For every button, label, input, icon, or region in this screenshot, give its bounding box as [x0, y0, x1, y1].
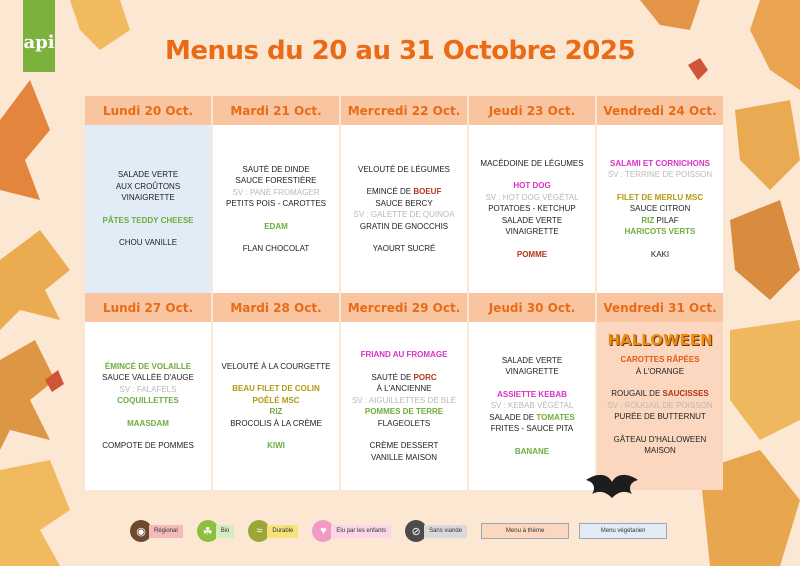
menu-item: VELOUTÉ DE LÉGUMES: [357, 164, 451, 174]
menu-item: SAUTÉ DE DINDE: [242, 164, 310, 174]
api-logo: api: [23, 0, 55, 72]
menu-item: EDAM: [264, 221, 288, 231]
day-menu: [213, 322, 339, 490]
day-menu: [213, 125, 339, 293]
legend-item: [405, 520, 467, 542]
menu-item: MACÉDOINE DE LÉGUMES: [480, 158, 584, 168]
bat-icon: [584, 470, 640, 500]
menu-item: HOT DOG: [513, 181, 551, 191]
menu-item-part: SAUTÉ DE: [371, 372, 414, 382]
day-header: Mardi 28 Oct.: [213, 293, 339, 322]
halloween-banner: HALLOWEEN: [607, 331, 713, 349]
menu-item: POMMES DE TERRE: [364, 407, 444, 416]
menu-item: COMPOTE DE POMMES: [102, 441, 194, 450]
menu-item: SV : ROUGAIL DE POISSON: [607, 400, 713, 410]
legend-box: Menu végétarien: [579, 523, 667, 539]
menu-item-part: ROUGAIL DE: [611, 389, 663, 398]
menu-item: VINAIGRETTE: [505, 367, 559, 377]
day-menu: [85, 322, 211, 490]
menu-item: RIZ: [269, 407, 283, 416]
menu-item: KIWI: [267, 441, 285, 450]
menu-item: SALADE VERTE: [501, 215, 563, 225]
menu-item: SV : FALAFELS: [119, 384, 177, 394]
menu-item: BANANE: [514, 446, 550, 456]
menu-item-part: PORC: [413, 372, 437, 382]
menu-item: PÂTES TEDDY CHEESE: [102, 215, 194, 225]
menu-item: POÊLÉ MSC: [252, 395, 300, 405]
day-menu: [341, 125, 467, 293]
menu-item: SV : TERRINE DE POISSON: [607, 170, 713, 180]
menu-item: À L'ANCIENNE: [376, 384, 432, 393]
menu-grid: [85, 96, 723, 490]
menu-item: [611, 388, 709, 400]
menu-item-part: SAUCISSES: [662, 389, 709, 398]
no-meat-icon: ⊘: [405, 520, 427, 542]
legend: [130, 518, 667, 544]
menu-item: FILET DE MERLU MSC: [616, 192, 704, 202]
menu-item: SAUCE FORESTIÈRE: [235, 176, 317, 185]
day-header: Lundi 20 Oct.: [85, 96, 211, 125]
menu-item: FRIAND AU FROMAGE: [360, 350, 448, 359]
menu-item-part: PILAF: [654, 215, 679, 225]
menu-item-part: SALADE DE: [489, 412, 537, 422]
menu-item: ASSIETTE KEBAB: [497, 389, 567, 399]
menu-item: POTATOES - KETCHUP: [488, 204, 576, 214]
menu-item: PETITS POIS - CAROTTES: [225, 199, 326, 208]
menu-item: SALADE VERTE: [117, 170, 179, 180]
menu-item: HARICOTS VERTS: [624, 227, 696, 237]
menu-item-part: EMINCÉ DE: [366, 187, 414, 196]
menu-item: GÂTEAU D'HALLOWEEN: [613, 434, 707, 444]
menu-item: PURÉE DE BUTTERNUT: [614, 412, 706, 421]
menu-item: MAISON: [644, 446, 676, 455]
menu-item: SAUCE VALLÉE D'AUGE: [102, 373, 194, 382]
menu-item-part: BOEUF: [413, 187, 442, 196]
menu-item: FLAN CHOCOLAT: [242, 244, 310, 253]
menu-item: SALAMI ET CORNICHONS: [610, 158, 710, 168]
menu-item: KAKI: [650, 249, 670, 259]
menu-item: VINAIGRETTE: [505, 227, 559, 237]
day-header: Vendredi 24 Oct.: [597, 96, 723, 125]
legend-label: Durable: [267, 525, 298, 538]
legend-item: [248, 520, 298, 542]
menu-item-part: TOMATES: [536, 412, 575, 422]
menu-item: BEAU FILET DE COLIN: [232, 384, 320, 393]
menu-item: VINAIGRETTE: [121, 193, 175, 203]
menu-item: SALADE VERTE: [501, 355, 563, 365]
legend-label: Sans viande: [424, 525, 467, 538]
menu-item: SV : PANÉ FROMAGER: [232, 187, 320, 197]
day-menu: [85, 125, 211, 293]
menu-item: FLAGEOLETS: [377, 418, 431, 428]
region-icon: ◉: [130, 520, 152, 542]
heart-icon: ♥: [312, 520, 334, 542]
day-header: Mercredi 29 Oct.: [341, 293, 467, 322]
day-menu: [341, 322, 467, 490]
legend-label: Bio: [216, 525, 235, 538]
legend-item: [312, 520, 391, 542]
menu-item: COQUILLETTES: [117, 396, 179, 405]
menu-item: CAROTTES RÂPÉES: [620, 355, 700, 364]
legend-item: [130, 520, 183, 542]
day-header: Lundi 27 Oct.: [85, 293, 211, 322]
fish-icon: ≈: [248, 520, 270, 542]
menu-item: [367, 186, 442, 198]
menu-item: VELOUTÉ À LA COURGETTE: [221, 361, 331, 371]
day-menu: [597, 125, 723, 293]
menu-item: SV : GALETTE DE QUINOA: [353, 210, 455, 219]
menu-item: CRÈME DESSERT: [369, 441, 439, 450]
menu-item: ÉMINCÉ DE VOLAILLE: [104, 361, 192, 371]
day-header: Jeudi 30 Oct.: [469, 293, 595, 322]
menu-item: SV : AIGUILLETTES DE BLÉ: [351, 395, 457, 405]
day-header: Vendredi 31 Oct.: [597, 293, 723, 322]
menu-item: [371, 372, 436, 384]
legend-label: Elu par les enfants: [331, 525, 391, 538]
menu-item: À L'ORANGE: [635, 366, 685, 376]
menu-item: SAUCE CITRON: [629, 204, 691, 214]
day-menu: [469, 125, 595, 293]
menu-item: CHOU VANILLE: [118, 238, 178, 248]
day-menu: [469, 322, 595, 490]
menu-item: VANILLE MAISON: [370, 452, 438, 462]
menu-item: FRITES - SAUCE PITA: [490, 424, 574, 434]
menu-item: SAUCE BERCY: [375, 198, 433, 208]
legend-label: Régional: [149, 525, 183, 538]
menu-item: POMME: [516, 249, 548, 259]
menu-item: MAASDAM: [127, 418, 169, 428]
legend-item: [197, 520, 235, 542]
menu-item: AUX CROÛTONS: [115, 181, 181, 191]
menu-item: [489, 412, 575, 424]
leaf-icon: ☘: [197, 520, 219, 542]
menu-item: [641, 215, 678, 227]
day-header: Mardi 21 Oct.: [213, 96, 339, 125]
day-header: Mercredi 22 Oct.: [341, 96, 467, 125]
legend-box: Menu à thème: [481, 523, 569, 539]
day-menu: [597, 322, 723, 490]
menu-item: BROCOLIS À LA CRÈME: [230, 418, 322, 428]
menu-item-part: RIZ: [641, 215, 655, 225]
page-title: Menus du 20 au 31 Octobre 2025: [164, 36, 636, 66]
menu-item: YAOURT SUCRÉ: [372, 244, 436, 253]
menu-item: GRATIN DE GNOCCHIS: [359, 221, 449, 231]
menu-item: SV : KEBAB VÉGÉTAL: [490, 401, 574, 411]
menu-item: SV : HOT DOG VÉGÉTAL: [485, 192, 579, 202]
day-header: Jeudi 23 Oct.: [469, 96, 595, 125]
